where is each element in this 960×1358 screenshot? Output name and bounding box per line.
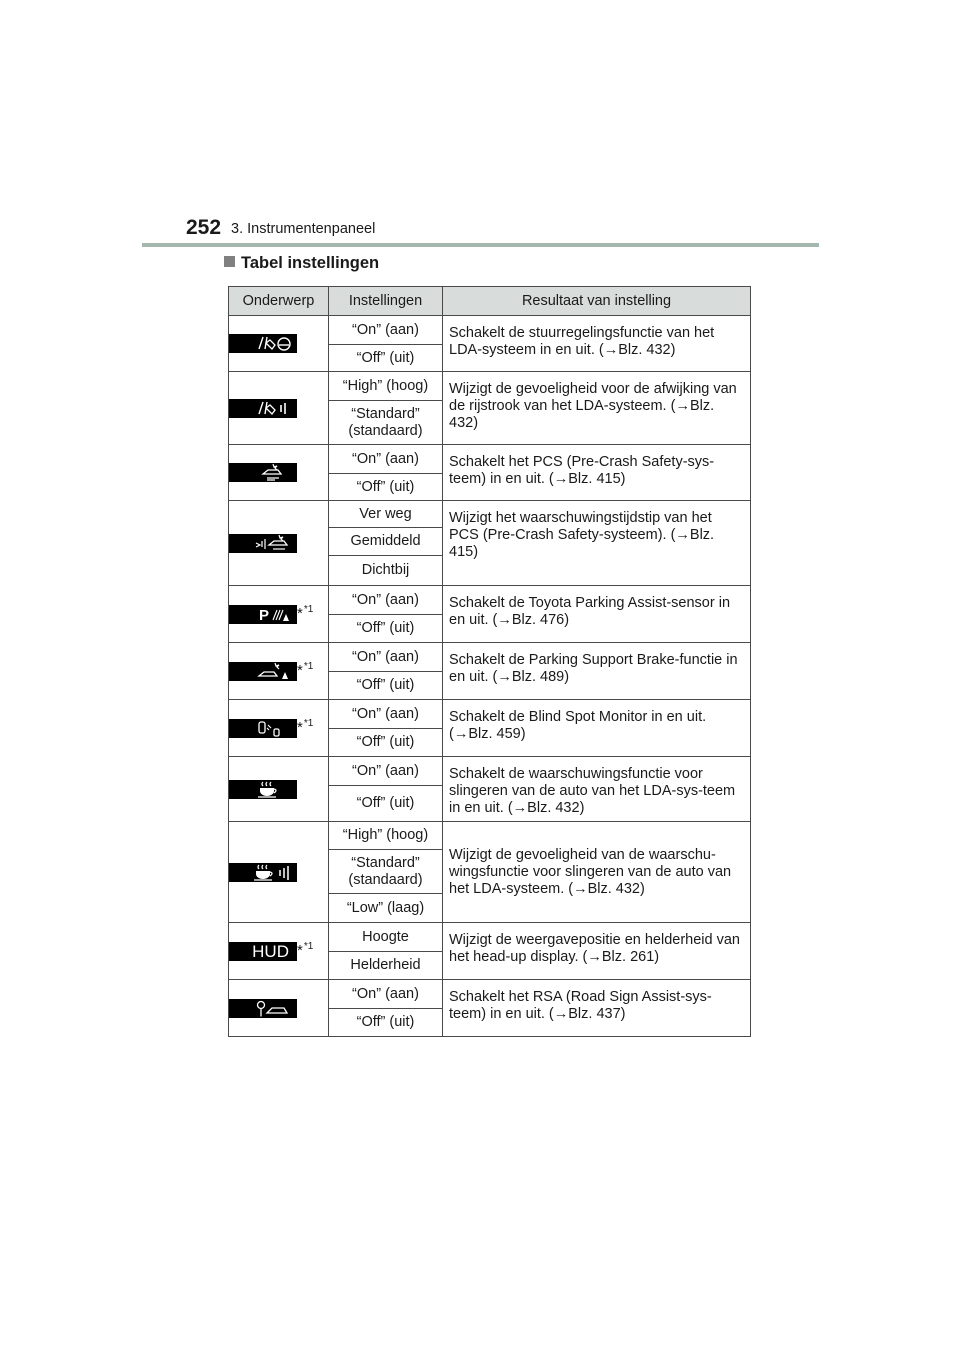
pre-crash-safety-icon (229, 463, 297, 482)
setting-value: “On” (aan) (329, 757, 443, 786)
table-row (229, 822, 751, 850)
table-row (229, 980, 751, 1009)
footnote-marker: * (297, 662, 303, 680)
blind-spot-monitor-icon (229, 719, 297, 738)
setting-value: “Off” (uit) (329, 345, 443, 372)
setting-value: Helderheid (329, 952, 443, 980)
setting-value: “On” (aan) (329, 700, 443, 729)
setting-value: Gemiddeld (329, 528, 443, 556)
setting-value: “Off” (uit) (329, 729, 443, 757)
parking-assist-sensor-icon (229, 605, 297, 624)
footnote-marker: * (297, 605, 303, 623)
table-row (229, 757, 751, 786)
setting-value: “Standard” (standaard) (329, 401, 443, 445)
coffee-cup-icon (229, 780, 297, 799)
setting-value: “High” (hoog) (329, 822, 443, 850)
setting-value: Dichtbij (329, 556, 443, 586)
setting-result: Wijzigt de gevoeligheid van de waarschu-wingsfunctie voor slingeren van de auto van het LDA-systeem. (→Blz. 432) (443, 822, 751, 923)
square-bullet-icon (224, 256, 235, 267)
footnote-marker: * (297, 942, 303, 960)
settings-table (228, 286, 751, 1037)
setting-value: “On” (aan) (329, 980, 443, 1009)
section-title: Tabel instellingen (224, 254, 379, 273)
setting-result: Schakelt de Parking Support Brake-functie in en uit. (→Blz. 489) (443, 643, 751, 700)
setting-value: “On” (aan) (329, 445, 443, 474)
setting-result: Wijzigt de gevoeligheid voor de afwijking van de rijstrook van het LDA-systeem. (→Blz. 432) (443, 372, 751, 445)
table-row: *$^{*1}$ “On” (aan) Schakelt de Parking Support Brake-functie in en uit. (→Blz. 489) (229, 643, 751, 672)
setting-value: “Standard” (standaard) (329, 850, 443, 894)
svg-text:P: P (259, 606, 270, 624)
column-header: Onderwerp (229, 287, 329, 316)
setting-value: “On” (aan) (329, 316, 443, 345)
setting-value: Hoogte (329, 923, 443, 952)
setting-result: Wijzigt het waarschuwingstijdstip van het PCS (Pre-Crash Safety-systeem). (→Blz. 415) (443, 501, 751, 586)
setting-value: “On” (aan) (329, 586, 443, 615)
page-number: 252 (186, 216, 222, 239)
setting-value: “High” (hoog) (329, 372, 443, 401)
table-row (229, 372, 751, 401)
road-sign-assist-icon (229, 999, 297, 1018)
coffee-cup-sensitivity-icon (229, 863, 297, 882)
parking-support-brake-icon (229, 662, 297, 681)
column-header: Resultaat van instelling (443, 287, 751, 316)
setting-result: Schakelt de Toyota Parking Assist-sensor in en uit. (→Blz. 476) (443, 586, 751, 643)
setting-value: “Off” (uit) (329, 786, 443, 822)
chapter-title: 3. Instrumentenpaneel (231, 221, 376, 237)
lane-departure-steering-icon (229, 334, 297, 353)
header-divider (142, 243, 819, 247)
setting-result: Schakelt de Blind Spot Monitor in en uit. (→Blz. 459) (443, 700, 751, 757)
table-row (229, 501, 751, 528)
lane-departure-sensitivity-icon (229, 399, 297, 418)
table-row (229, 445, 751, 474)
setting-result: Schakelt het PCS (Pre-Crash Safety-sys-teem) in en uit. (→Blz. 415) (443, 445, 751, 501)
setting-value: “Off” (uit) (329, 672, 443, 700)
setting-value: “Low” (laag) (329, 894, 443, 923)
table-row: *$^{*1}$ “On” (aan) Schakelt de Blind Spot Monitor in en uit. (→Blz. 459) (229, 700, 751, 729)
footnote-marker: * (297, 719, 303, 737)
table-header-row (229, 287, 751, 316)
hud-icon: HUD (229, 942, 297, 961)
pre-crash-warning-timing-icon (229, 534, 297, 553)
setting-result: Schakelt de stuurregelingsfunctie van het LDA-systeem in en uit. (→Blz. 432) (443, 316, 751, 372)
setting-value: “Off” (uit) (329, 615, 443, 643)
setting-value: “Off” (uit) (329, 1009, 443, 1037)
setting-value: Ver weg (329, 501, 443, 528)
table-row: HUD *$^{*1}$ Hoogte Wijzigt de weergavepositie en helderheid van het head-up display. (→Blz. 261) (229, 923, 751, 952)
table-row (229, 316, 751, 345)
setting-result: Schakelt het RSA (Road Sign Assist-sys-teem) in en uit. (→Blz. 437) (443, 980, 751, 1037)
setting-result: Wijzigt de weergavepositie en helderheid van het head-up display. (→Blz. 261) (443, 923, 751, 980)
setting-value: “Off” (uit) (329, 474, 443, 501)
setting-result: Schakelt de waarschuwingsfunctie voor slingeren van de auto van het LDA-sys-teem in en uit. (→Blz. 432) (443, 757, 751, 822)
table-row: P *$^{*1}$ “On” (aan) Schakelt de Toyota Parking Assist-sensor in en uit. (→Blz. 476) (229, 586, 751, 615)
setting-value: “On” (aan) (329, 643, 443, 672)
column-header: Instellingen (329, 287, 443, 316)
